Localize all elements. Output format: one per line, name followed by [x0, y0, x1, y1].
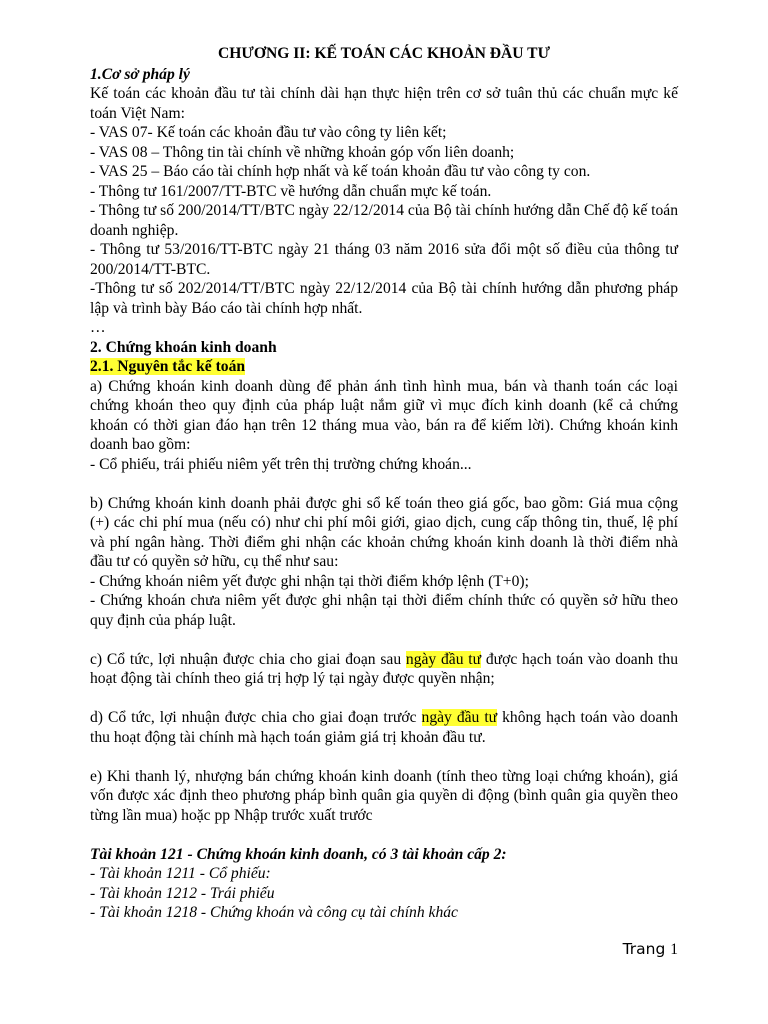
highlight-investment-date: ngày đầu tư: [405, 650, 482, 668]
legal-basis-item: - VAS 25 – Báo cáo tài chính hợp nhất và kế toán khoản đầu tư vào công ty con.: [90, 163, 591, 180]
sub-account-item: - Tài khoản 1218 - Chứng khoán và công cụ tài chính khác: [90, 904, 458, 921]
paragraph-b-item: - Chứng khoán niêm yết được ghi nhận tại thời điểm khớp lệnh (T+0);: [90, 572, 529, 590]
section-1-heading: 1.Cơ sở pháp lý: [90, 65, 190, 83]
legal-basis-item: - Thông tư 53/2016/TT-BTC ngày 21 tháng 03 năm 2016 sửa đổi một số điều của thông tư 200/2014/TT-BTC.: [90, 241, 678, 278]
legal-basis-item: - Thông tư số 200/2014/TT/BTC ngày 22/12/2014 của Bộ tài chính hướng dẫn Chế độ kế toán doanh nghiệp.: [90, 202, 678, 239]
chapter-title: CHƯƠNG II: KẾ TOÁN CÁC KHOẢN ĐẦU TƯ: [218, 45, 550, 62]
legal-basis-item: - Thông tư 161/2007/TT-BTC về hướng dẫn chuẩn mực kế toán.: [90, 182, 492, 200]
paragraph-b-item: - Chứng khoán chưa niêm yết được ghi nhận tại thời điểm chính thức có quyền sở hữu theo quy định của pháp luật.: [90, 592, 678, 629]
paragraph-a-item: - Cổ phiếu, trái phiếu niêm yết trên thị trường chứng khoán...: [90, 455, 472, 473]
document-body: [90, 44, 678, 923]
page-label: Trang: [622, 940, 666, 958]
legal-basis-item: -Thông tư số 202/2014/TT/BTC ngày 22/12/2014 của Bộ tài chính hướng dẫn phương pháp lập và trình bày Báo cáo tài chính hợp nhất.: [90, 280, 678, 317]
paragraph-e: e) Khi thanh lý, nhượng bán chứng khoán kinh doanh (tính theo từng loại chứng khoán), giá vốn được xác định theo phương pháp bình quân gia quyền di động (bình quân gia quyền theo từng lần mua) hoặc pp Nhập trước xuất trước: [90, 767, 678, 824]
page-footer: [623, 940, 678, 959]
page-number: 1: [670, 941, 678, 958]
paragraph-c: c) Cổ tức, lợi nhuận được chia cho giai đoạn sau ngày đầu tư được hạch toán vào doanh thu hoạt động tài chính theo giá trị hợp lý tại ngày được quyền nhận;: [90, 650, 679, 687]
legal-basis-item: - VAS 07- Kế toán các khoản đầu tư vào công ty liên kết;: [90, 124, 447, 141]
paragraph-a: a) Chứng khoán kinh doanh dùng để phản ánh tình hình mua, bán và thanh toán các loại chứng khoán theo quy định của pháp luật nắm giữ vì mục đích kinh doanh (kể cả chứng khoán có thời gian đáo hạn trên 12 tháng mua vào, bán ra để kiếm lời). Chứng khoán kinh doanh bao gồm:: [90, 377, 678, 453]
sub-account-item: - Tài khoản 1212 - Trái phiếu: [90, 884, 275, 902]
highlight-investment-date: ngày đầu tư: [421, 709, 498, 726]
legal-basis-item: - VAS 08 – Thông tin tài chính về những khoản góp vốn liên doanh;: [90, 143, 515, 161]
section-1-intro: Kế toán các khoản đầu tư tài chính dài hạn thực hiện trên cơ sở tuân thủ các chuẩn mực kế toán Việt Nam:: [90, 85, 678, 122]
ellipsis: …: [90, 319, 106, 336]
section-2-heading: 2. Chứng khoán kinh doanh: [90, 338, 277, 356]
section-2-1-heading: 2.1. Nguyên tắc kế toán: [90, 358, 246, 375]
account-121-heading: Tài khoản 121 - Chứng khoán kinh doanh, có 3 tài khoản cấp 2:: [90, 845, 507, 863]
paragraph-d: d) Cổ tức, lợi nhuận được chia cho giai đoạn trước ngày đầu tư không hạch toán vào doanh thu hoạt động tài chính mà hạch toán giảm giá trị khoản đầu tư.: [90, 709, 678, 746]
paragraph-b: b) Chứng khoán kinh doanh phải được ghi sổ kế toán theo giá gốc, bao gồm: Giá mua cộng (+) các chi phí mua (nếu có) như chi phí môi giới, giao dịch, cung cấp thông tin, thuế, lệ phí và phí ngân hàng. Thời điểm ghi nhận các khoản chứng khoán kinh doanh là thời điểm nhà đầu tư có quyền sở hữu, cụ thể như sau:: [90, 494, 678, 570]
sub-account-item: - Tài khoản 1211 - Cổ phiếu:: [90, 865, 271, 882]
